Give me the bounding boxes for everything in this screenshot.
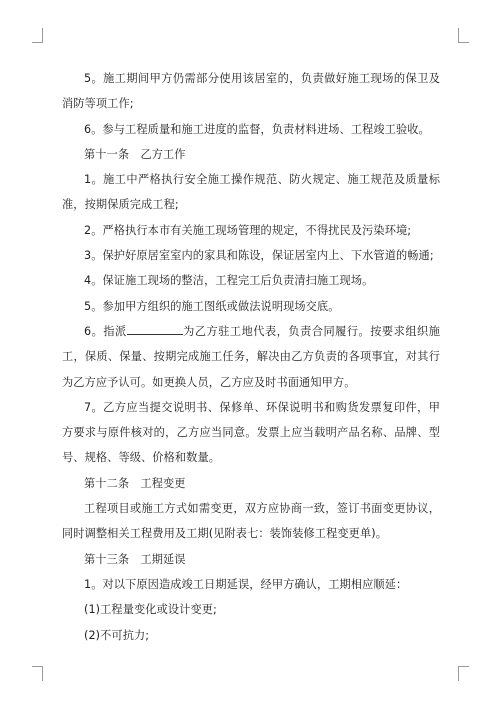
- paragraph: (1)工程量变化或设计变更;: [84, 603, 217, 617]
- document-body: [62, 66, 440, 648]
- paragraph: 工程项目或施工方式如需变更，双方应协商一致，签订书面变更协议，同时调整相关工程费用及工期(见附表七：装饰装修工程变更单)。: [62, 502, 440, 541]
- paragraph: 5。参加甲方组织的施工图纸或做法说明现场交底。: [84, 299, 340, 313]
- crop-mark-top-right: [458, 28, 469, 43]
- paragraph: 6。参与工程质量和施工进度的监督，负责材料进场、工程竣工验收。: [84, 122, 430, 136]
- paragraph-representative: [62, 319, 440, 395]
- crop-mark-top-left: [32, 28, 43, 43]
- fill-in-blank: [127, 322, 183, 335]
- crop-mark-bottom-right: [458, 666, 469, 681]
- paragraph: 1。施工中严格执行安全施工操作规范、防火规定、施工规范及质量标准，按期保质完成工程;: [62, 173, 440, 212]
- section-heading: 第十二条 工程变更: [84, 476, 186, 490]
- section-heading: 第十三条 工期延误: [84, 552, 186, 566]
- section-heading: 第十一条 乙方工作: [84, 147, 186, 161]
- paragraph: 1。对以下原因造成竣工日期延误，经甲方确认，工期相应顺延：: [84, 577, 408, 591]
- paragraph: (2)不可抗力;: [84, 628, 150, 642]
- paragraph-text-after-blank: 为乙方驻工地代表，负责合同履行。按要求组织施工，保质、保量、按期完成施工任务，解决由乙方负责的各项事宜，对其行为乙方应予认可。如更换人员，乙方应及时书面通知甲方。: [62, 324, 440, 389]
- paragraph: 7。乙方应当提交说明书、保修单、环保说明书和购货发票复印件，甲方要求与原件核对的，乙方应当同意。发票上应当载明产品名称、品牌、型号、规格、等级、价格和数量。: [62, 400, 440, 465]
- paragraph: 3。保护好原居室室内的家具和陈设，保证居室内上、下水管道的畅通;: [84, 249, 434, 263]
- paragraph: 2。严格执行本市有关施工现场管理的规定，不得扰民及污染环境;: [84, 223, 412, 237]
- paragraph: 4。保证施工现场的整洁，工程完工后负责清扫施工现场。: [84, 274, 374, 288]
- paragraph-text-before-blank: 6。指派: [84, 324, 127, 338]
- crop-mark-bottom-left: [32, 666, 43, 681]
- paragraph: 5。施工期间甲方仍需部分使用该居室的，负责做好施工现场的保卫及消防等项工作;: [62, 72, 440, 111]
